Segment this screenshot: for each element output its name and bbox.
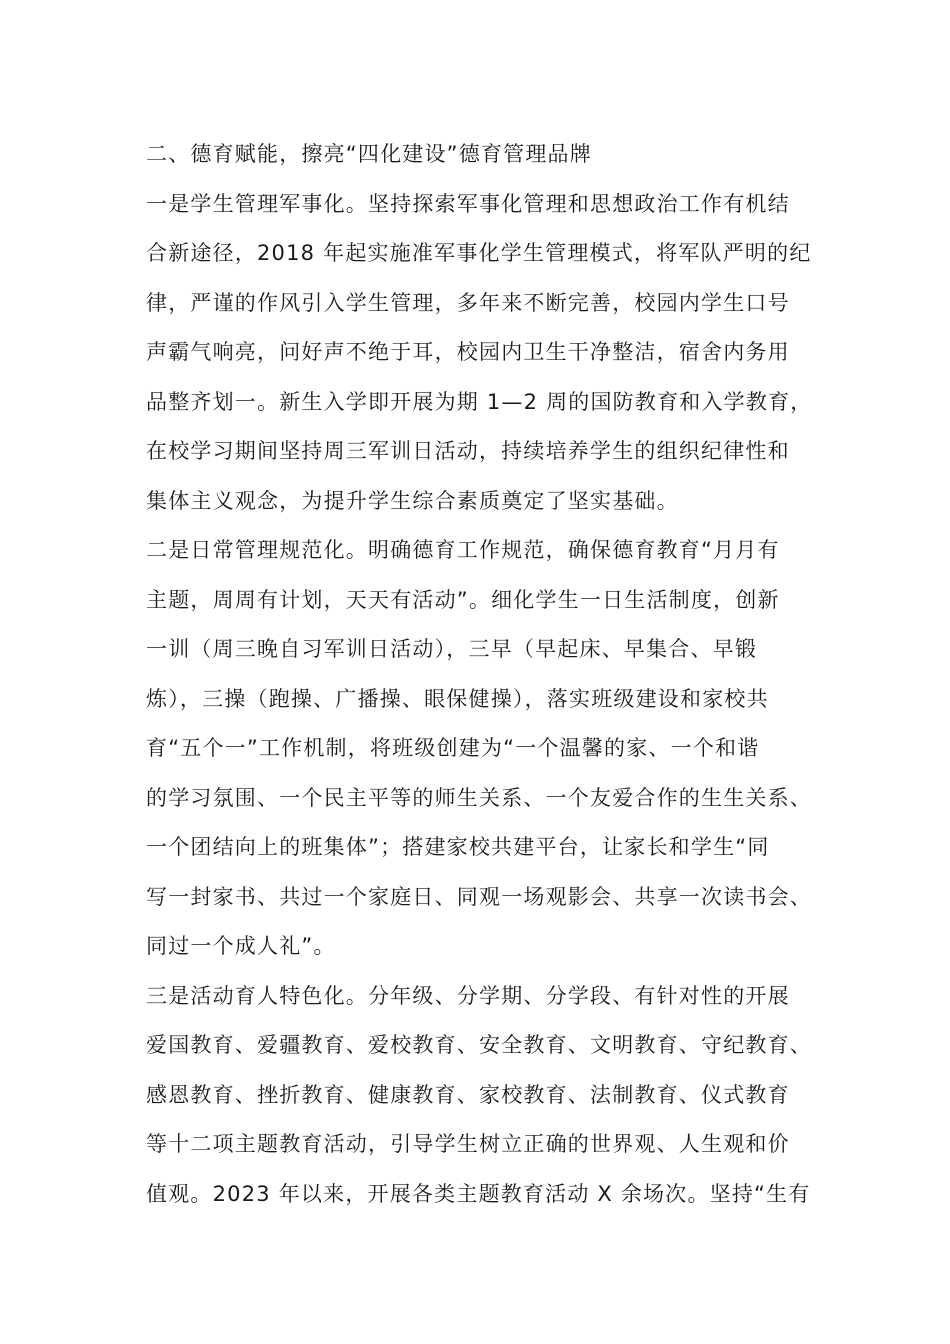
document-body [146,130,826,1219]
body-line: 值观。2023 年以来，开展各类主题教育活动 X 余场次。坚持“生有 [146,1181,811,1206]
body-line: 同过一个成人礼”。 [146,934,336,958]
body-line: 三是活动育人特色化。分年级、分学期、分学段、有针对性的开展 [146,983,790,1008]
body-line: 声霸气响亮，问好声不绝于耳，校园内卫生干净整洁，宿舍内务用 [146,340,790,364]
body-line: 在校学习期间坚持周三军训日活动，持续培养学生的组织纪律性和 [146,439,790,463]
body-line: 律，严谨的作风引入学生管理，多年来不断完善，校园内学生口号 [146,290,790,315]
body-line: 写一封家书、共过一个家庭日、同观一场观影会、共享一次读书会、 [146,884,812,909]
body-line: 的学习氛围、一个民主平等的师生关系、一个友爱合作的生生关系、 [146,785,812,810]
body-line: 等十二项主题教育活动，引导学生树立正确的世界观、人生观和价 [146,1132,790,1156]
body-line: 爱国教育、爱疆教育、爱校教育、安全教育、文明教育、守纪教育、 [146,1033,812,1057]
body-line: 合新途径，2018 年起实施准军事化学生管理模式，将军队严明的纪 [146,241,812,265]
body-line: 炼），三操（跑操、广播操、眼保健操），落实班级建设和家校共 [146,686,769,711]
body-line: 一训（周三晚自习军训日活动），三早（早起床、早集合、早锻 [146,637,758,661]
body-line: 感恩教育、挫折教育、健康教育、家校教育、法制教育、仪式教育 [146,1082,790,1107]
body-line: 一是学生管理军事化。坚持探索军事化管理和思想政治工作有机结 [146,191,790,216]
body-line: 一个团结向上的班集体”；搭建家校共建平台，让家长和学生“同 [146,835,770,859]
section-heading: 二、德育赋能，擦亮“四化建设”德育管理品牌 [146,142,592,166]
body-line: 主题，周周有计划，天天有活动”。细化学生一日生活制度，创新 [146,587,780,612]
body-line: 品整齐划一。新生入学即开展为期 1—2 周的国防教育和入学教育， [146,389,813,414]
body-line: 育“五个一”工作机制，将班级创建为“一个温馨的家、一个和谐 [146,736,760,760]
body-line: 集体主义观念，为提升学生综合素质奠定了坚实基础。 [146,488,679,513]
body-line: 二是日常管理规范化。明确德育工作规范，确保德育教育“月月有 [146,538,780,562]
